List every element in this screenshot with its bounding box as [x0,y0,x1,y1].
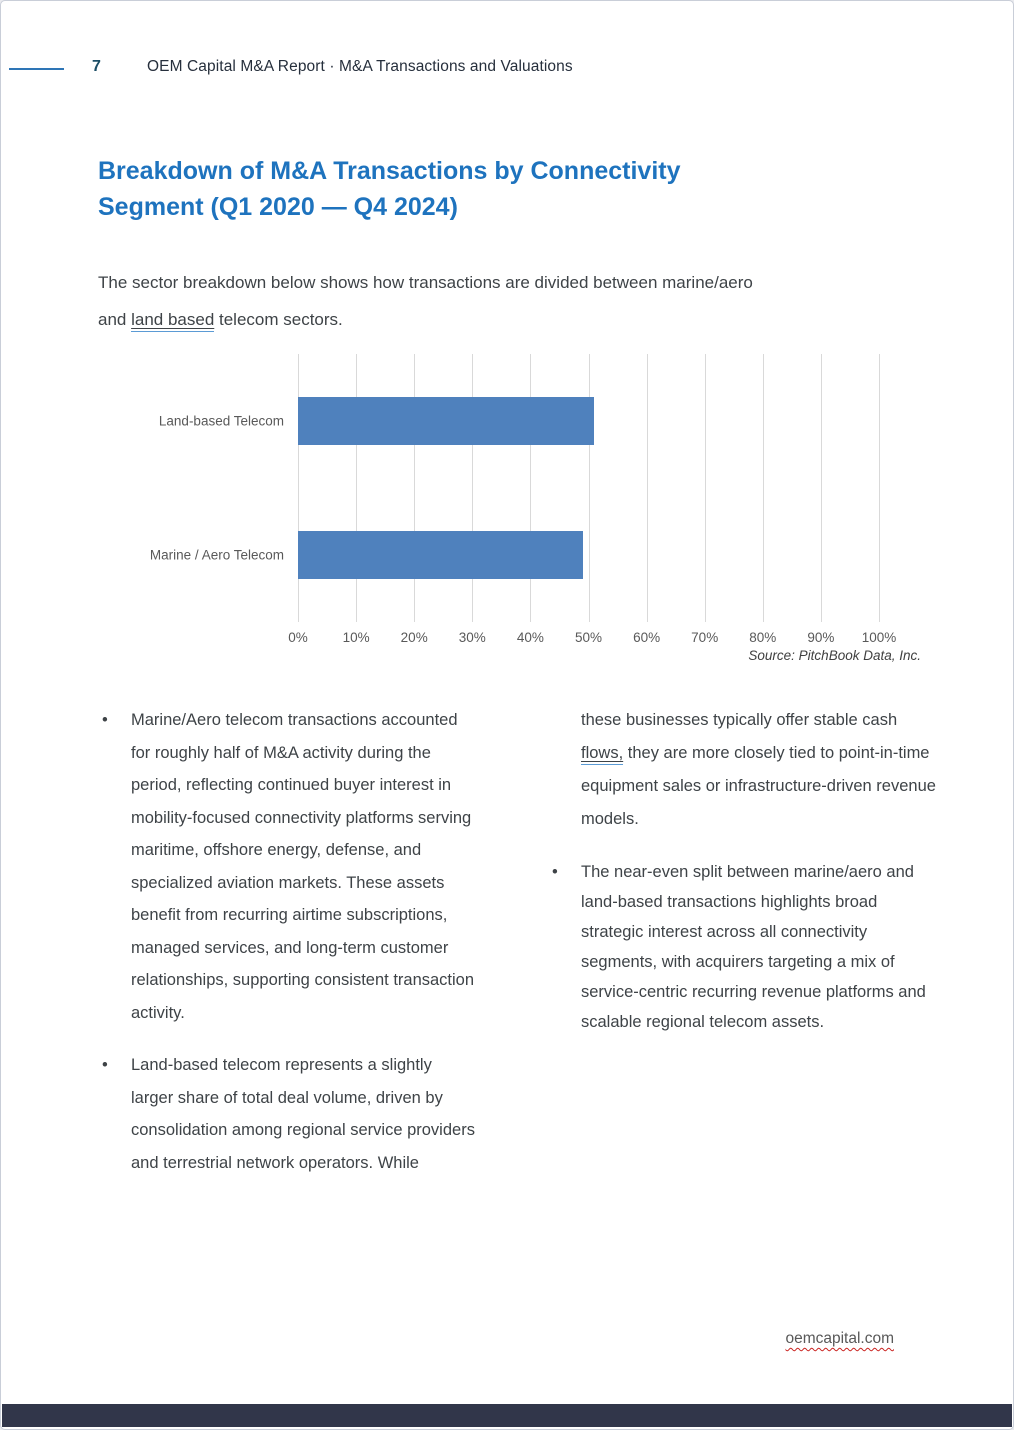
intro-line-1: The sector breakdown below shows how transactions are divided between marine/aero [98,273,753,292]
continuation-paragraph [548,704,940,836]
chart-gridline [472,354,473,622]
text-segment: and [98,310,132,329]
chart-plot [288,354,897,645]
footer-website-link[interactable]: oemcapital.com [785,1330,894,1347]
chart-gridline [589,354,590,622]
x-axis-tick-label: 80% [749,630,777,645]
chart-gridline [530,354,531,622]
x-axis-tick-label: 60% [633,630,661,645]
chart-bar [298,531,583,579]
chart-category-label: Land-based Telecom [158,413,284,429]
intro-paragraph [98,269,938,343]
intro-line-2 [98,306,938,343]
chart-gridline [879,354,880,622]
chart-gridline [298,354,299,622]
bullet-land-based [98,1049,476,1179]
chart-gridline [821,354,822,622]
chart-bar [298,397,594,445]
chart-gridline [647,354,648,622]
chart-category-label: Marine / Aero Telecom [149,547,284,563]
header-accent-rule [9,68,64,70]
text-segment: they are more closely tied to point-in-time equipment sales or infrastructure-driven revenue models. [581,744,936,828]
x-axis-tick-label: 0% [288,630,308,645]
grammar-underlined-text: land based [131,310,214,332]
text-segment: Marine/Aero telecom transactions accounted for roughly half of M&A activity during the period, reflecting continued buyer interest in mobility-focused connectivity platforms serving maritime, offshore energy, defense, and specialized aviation markets. These assets benefit from recurring airtime subscriptions, managed services, and long-term customer relationships, supporting consistent transaction activity. [131,711,475,1022]
text-segment: The near-even split between marine/aero and land-based transactions highlights broad strategic interest across all connectivity segments, with acquirers targeting a mix of service-centric recurring revenue platforms and scalable regional telecom assets. [581,863,926,1031]
chart-source: Source: PitchBook Data, Inc. [748,648,921,663]
section-title: Breakdown of M&A Transactions by Connectivity Segment (Q1 2020 — Q4 2024) [98,157,681,221]
bar-chart [98,351,921,669]
x-axis-tick-label: 70% [691,630,719,645]
x-axis-tick-label: 40% [516,630,544,645]
x-axis-tick-label: 20% [400,630,428,645]
x-axis-tick-label: 50% [574,630,603,645]
chart-gridline [763,354,764,622]
bullet-column-right [548,704,940,1037]
grammar-underlined-text: flows, [581,744,623,765]
bullet-near-even-split [548,857,940,1037]
x-axis-tick-label: 10% [342,630,370,645]
bullet-column-left [98,704,476,1179]
header-title: OEM Capital M&A Report · M&A Transactions and Valuations [147,58,573,75]
x-axis-tick-label: 90% [807,630,835,645]
x-axis-tick-label: 100% [861,630,897,645]
chart-gridline [414,354,415,622]
chart-gridline [705,354,706,622]
chart-category-labels [98,354,284,622]
bullet-marine-aero [98,704,476,1029]
x-axis-tick-label: 30% [458,630,486,645]
chart-gridline [356,354,357,622]
text-segment: telecom sectors. [214,310,343,329]
footer-bar [2,1404,1012,1427]
text-segment: these businesses typically offer stable cash [581,711,898,729]
text-segment: Land-based telecom represents a slightly larger share of total deal volume, driven by consolidation among regional service providers and terrestrial network operators. While [131,1056,475,1172]
page-number: 7 [92,58,101,75]
